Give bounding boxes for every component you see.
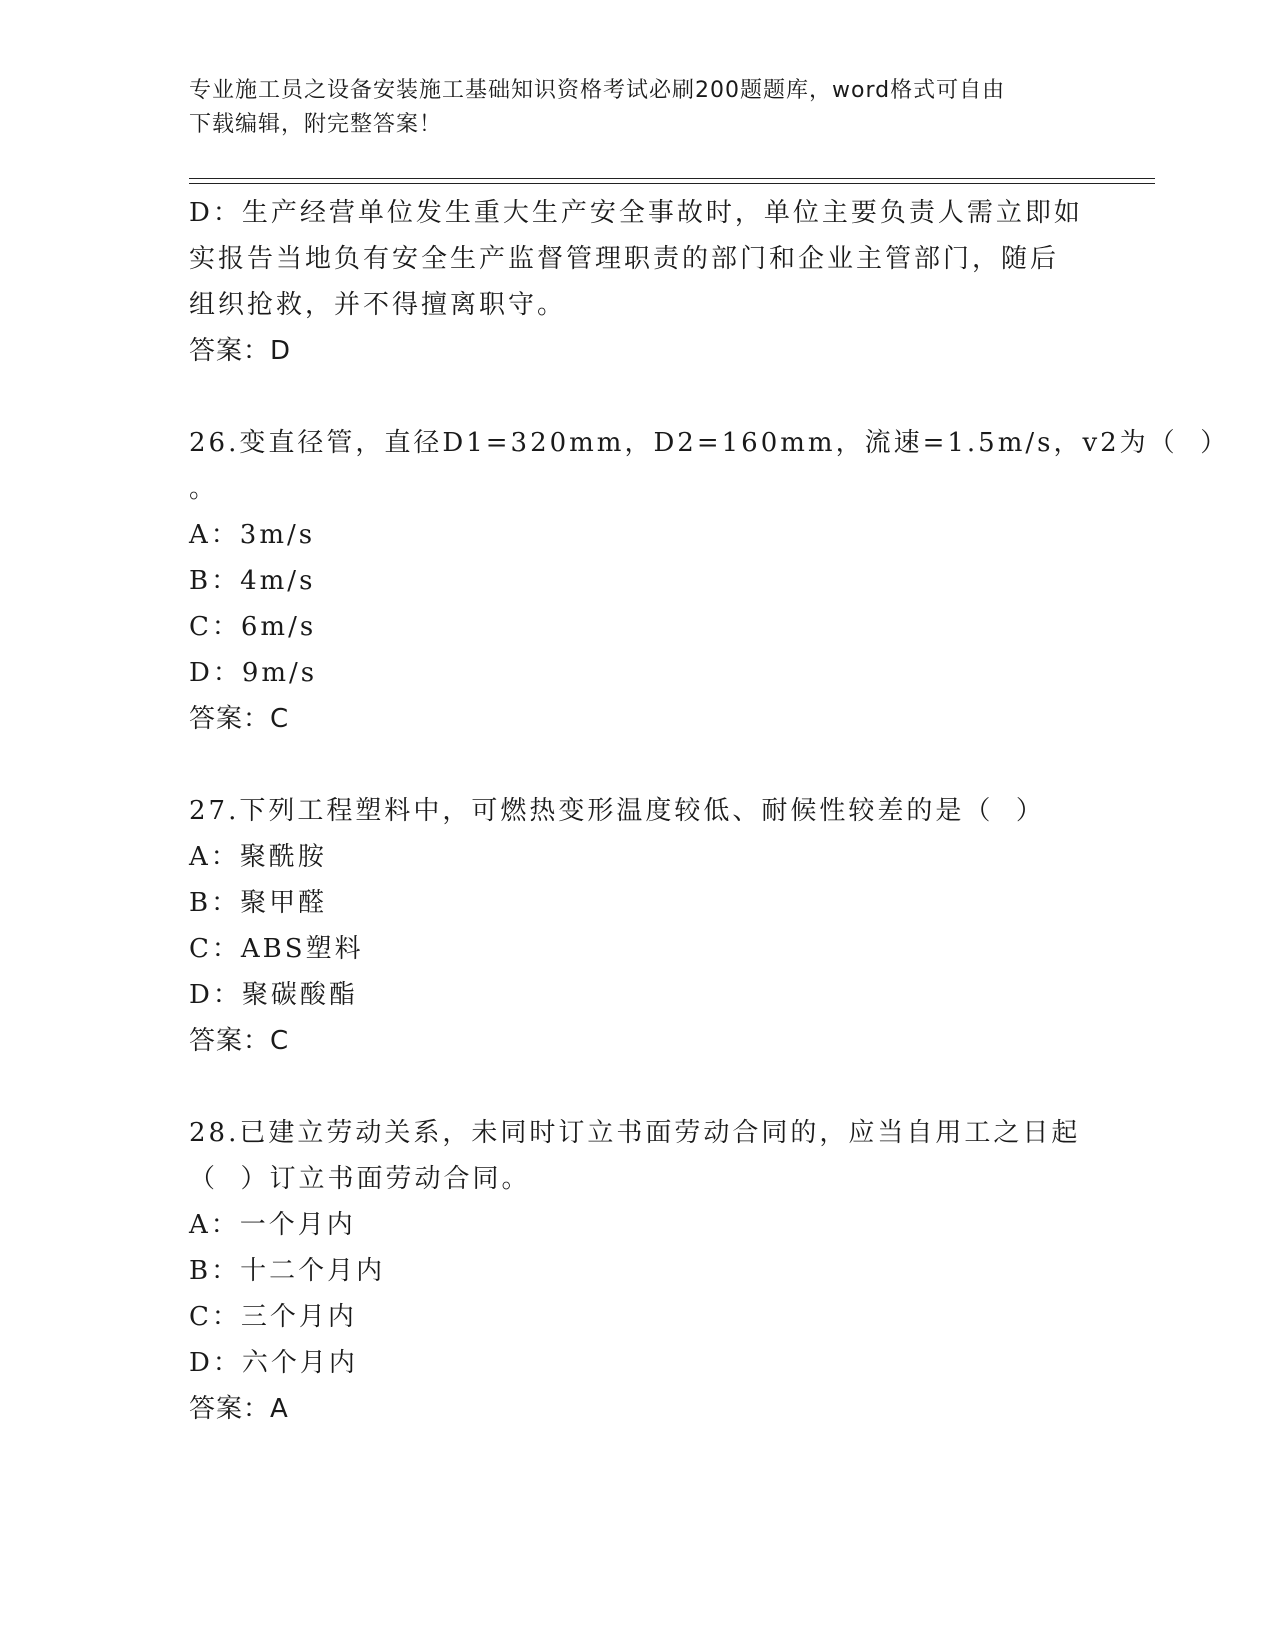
- question-stem: 27.下列工程塑料中，可燃热变形温度较低、耐候性较差的是（ ）: [189, 796, 1045, 826]
- option-c: C：6m/s: [189, 612, 317, 642]
- question-stem: （ ）订立书面劳动合同。: [189, 1164, 531, 1194]
- option-c: C：ABS塑料: [189, 934, 364, 964]
- header-line-1: 专业施工员之设备安装施工基础知识资格考试必刷200题题库，word格式可自由: [189, 78, 1006, 103]
- document-header: [189, 74, 1089, 142]
- option-d: D：9m/s: [189, 658, 318, 688]
- option-b: B：4m/s: [189, 566, 316, 596]
- option-a: A：一个月内: [189, 1210, 356, 1240]
- header-divider-bottom: [189, 183, 1155, 184]
- previous-question-tail: [189, 190, 1089, 374]
- option-a: A：聚酰胺: [189, 842, 327, 872]
- question-stem: 26.变直径管，直径D1=320mm，D2=160mm，流速=1.5m/s，v2为（ ）: [189, 428, 1230, 458]
- question-list: [189, 190, 1230, 1432]
- option-d: D：聚碳酸酯: [189, 980, 358, 1010]
- answer-line: 答案：C: [189, 704, 290, 734]
- answer-line: 答案：C: [189, 1026, 290, 1056]
- header-line-2: 下载编辑，附完整答案！: [189, 112, 443, 137]
- question-27: [189, 788, 1089, 1064]
- answer-line: 答案：D: [189, 336, 292, 366]
- option-c: C：三个月内: [189, 1302, 357, 1332]
- option-d-line: 组织抢救，并不得擅离职守。: [189, 290, 567, 320]
- question-stem: 。: [189, 474, 219, 504]
- option-a: A：3m/s: [189, 520, 316, 550]
- question-stem: 28.已建立劳动关系，未同时订立书面劳动合同的，应当自用工之日起: [189, 1118, 1081, 1148]
- option-d-line: D：生产经营单位发生重大生产安全事故时，单位主要负责人需立即如: [189, 198, 1083, 228]
- option-b: B：十二个月内: [189, 1256, 386, 1286]
- question-26: [189, 420, 1230, 742]
- option-d: D：六个月内: [189, 1348, 358, 1378]
- question-28: [189, 1110, 1089, 1432]
- option-b: B：聚甲醛: [189, 888, 328, 918]
- answer-line: 答案：A: [189, 1394, 289, 1424]
- option-d-line: 实报告当地负有安全生产监督管理职责的部门和企业主管部门，随后: [189, 244, 1060, 274]
- header-divider-top: [189, 178, 1155, 179]
